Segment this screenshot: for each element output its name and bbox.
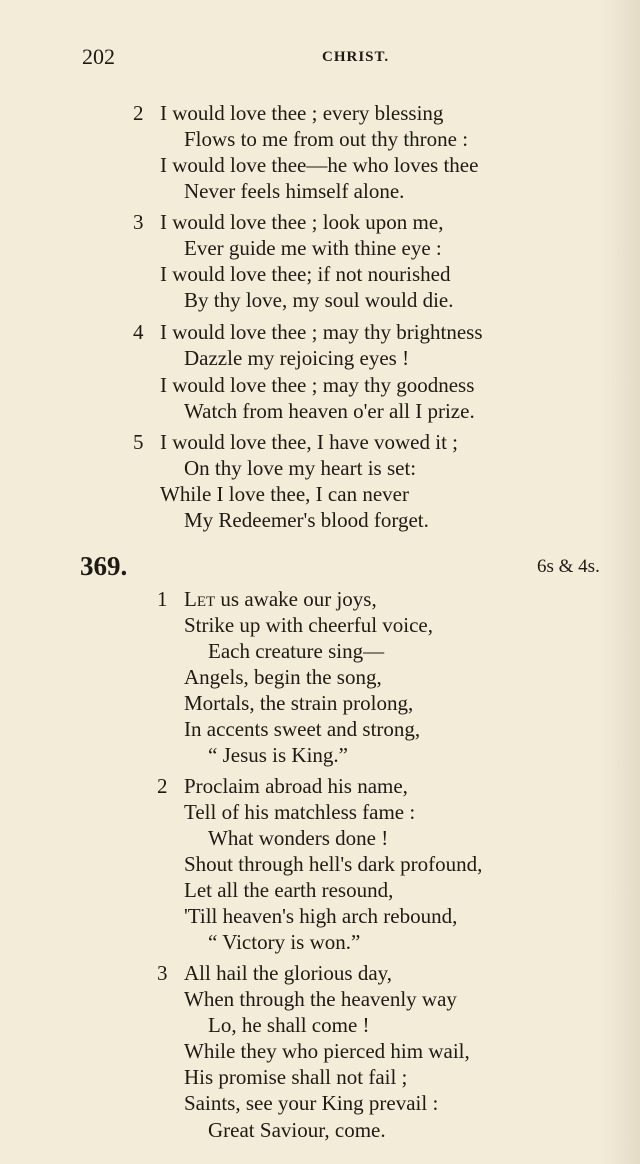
verse-line: I would love thee ; look upon me, <box>160 210 444 234</box>
verse-line: In accents sweet and strong, <box>184 717 421 741</box>
verse-line: Mortals, the strain prolong, <box>184 691 414 715</box>
verse-line: 'Till heaven's high arch rebound, <box>184 904 458 928</box>
verse-line-rest: us awake our joys, <box>215 587 377 611</box>
verse-line: My Redeemer's blood forget. <box>184 508 429 532</box>
verse-line: Ever guide me with thine eye : <box>184 236 442 260</box>
hymn-number: 369. <box>80 551 128 581</box>
verse-line: Tell of his matchless fame : <box>184 800 416 824</box>
verse-first-word: Let <box>184 587 216 611</box>
verse-number: 2 <box>133 101 144 125</box>
verse-line: What wonders done ! <box>208 826 389 850</box>
verse-line: All hail the glorious day, <box>184 961 393 985</box>
verse-line: Dazzle my rejoicing eyes ! <box>184 346 410 370</box>
verse-line: Angels, begin the song, <box>184 665 382 689</box>
verse-line: Each creature sing— <box>208 639 385 663</box>
verse-line: Watch from heaven o'er all I prize. <box>184 399 475 423</box>
verse-line <box>184 589 377 610</box>
verse-number: 2 <box>157 774 168 798</box>
verse-line: I would love thee; if not nourished <box>160 262 451 286</box>
verse-line: While I love thee, I can never <box>160 482 409 506</box>
verse-line: Flows to me from out thy throne : <box>184 127 469 151</box>
verse-line: “ Jesus is King.” <box>208 743 348 767</box>
verse-line: Great Saviour, come. <box>208 1118 386 1142</box>
verse-number: 1 <box>157 587 168 611</box>
verse-line: While they who pierced him wail, <box>184 1039 470 1063</box>
verse-line: Lo, he shall come ! <box>208 1013 370 1037</box>
verse-line: I would love thee ; may thy goodness <box>160 373 475 397</box>
page-edge-shadow <box>600 0 640 1164</box>
verse-line: Let all the earth resound, <box>184 878 394 902</box>
verse-line: Shout through hell's dark profound, <box>184 852 483 876</box>
verse-line: Proclaim abroad his name, <box>184 774 408 798</box>
verse-line: Never feels himself alone. <box>184 179 405 203</box>
page-number: 202 <box>82 44 115 69</box>
verse-line: Strike up with cheerful voice, <box>184 613 434 637</box>
verse-line: I would love thee ; may thy brightness <box>160 320 483 344</box>
verse-line: “ Victory is won.” <box>208 930 361 954</box>
verse-line: On thy love my heart is set: <box>184 456 417 480</box>
verse-line: His promise shall not fail ; <box>184 1065 408 1089</box>
verse-line: By thy love, my soul would die. <box>184 288 454 312</box>
running-title: CHRIST. <box>322 49 390 65</box>
verse-number: 3 <box>157 961 168 985</box>
verse-line: I would love thee ; every blessing <box>160 101 444 125</box>
verse-line: I would love thee, I have vowed it ; <box>160 430 458 454</box>
hymn-meter: 6s & 4s. <box>537 556 600 577</box>
verse-line: When through the heavenly way <box>184 987 457 1011</box>
verse-number: 5 <box>133 430 144 454</box>
verse-number: 3 <box>133 210 144 234</box>
verse-line: Saints, see your King prevail : <box>184 1091 439 1115</box>
verse-line: I would love thee—he who loves thee <box>160 153 479 177</box>
verse-number: 4 <box>133 320 144 344</box>
